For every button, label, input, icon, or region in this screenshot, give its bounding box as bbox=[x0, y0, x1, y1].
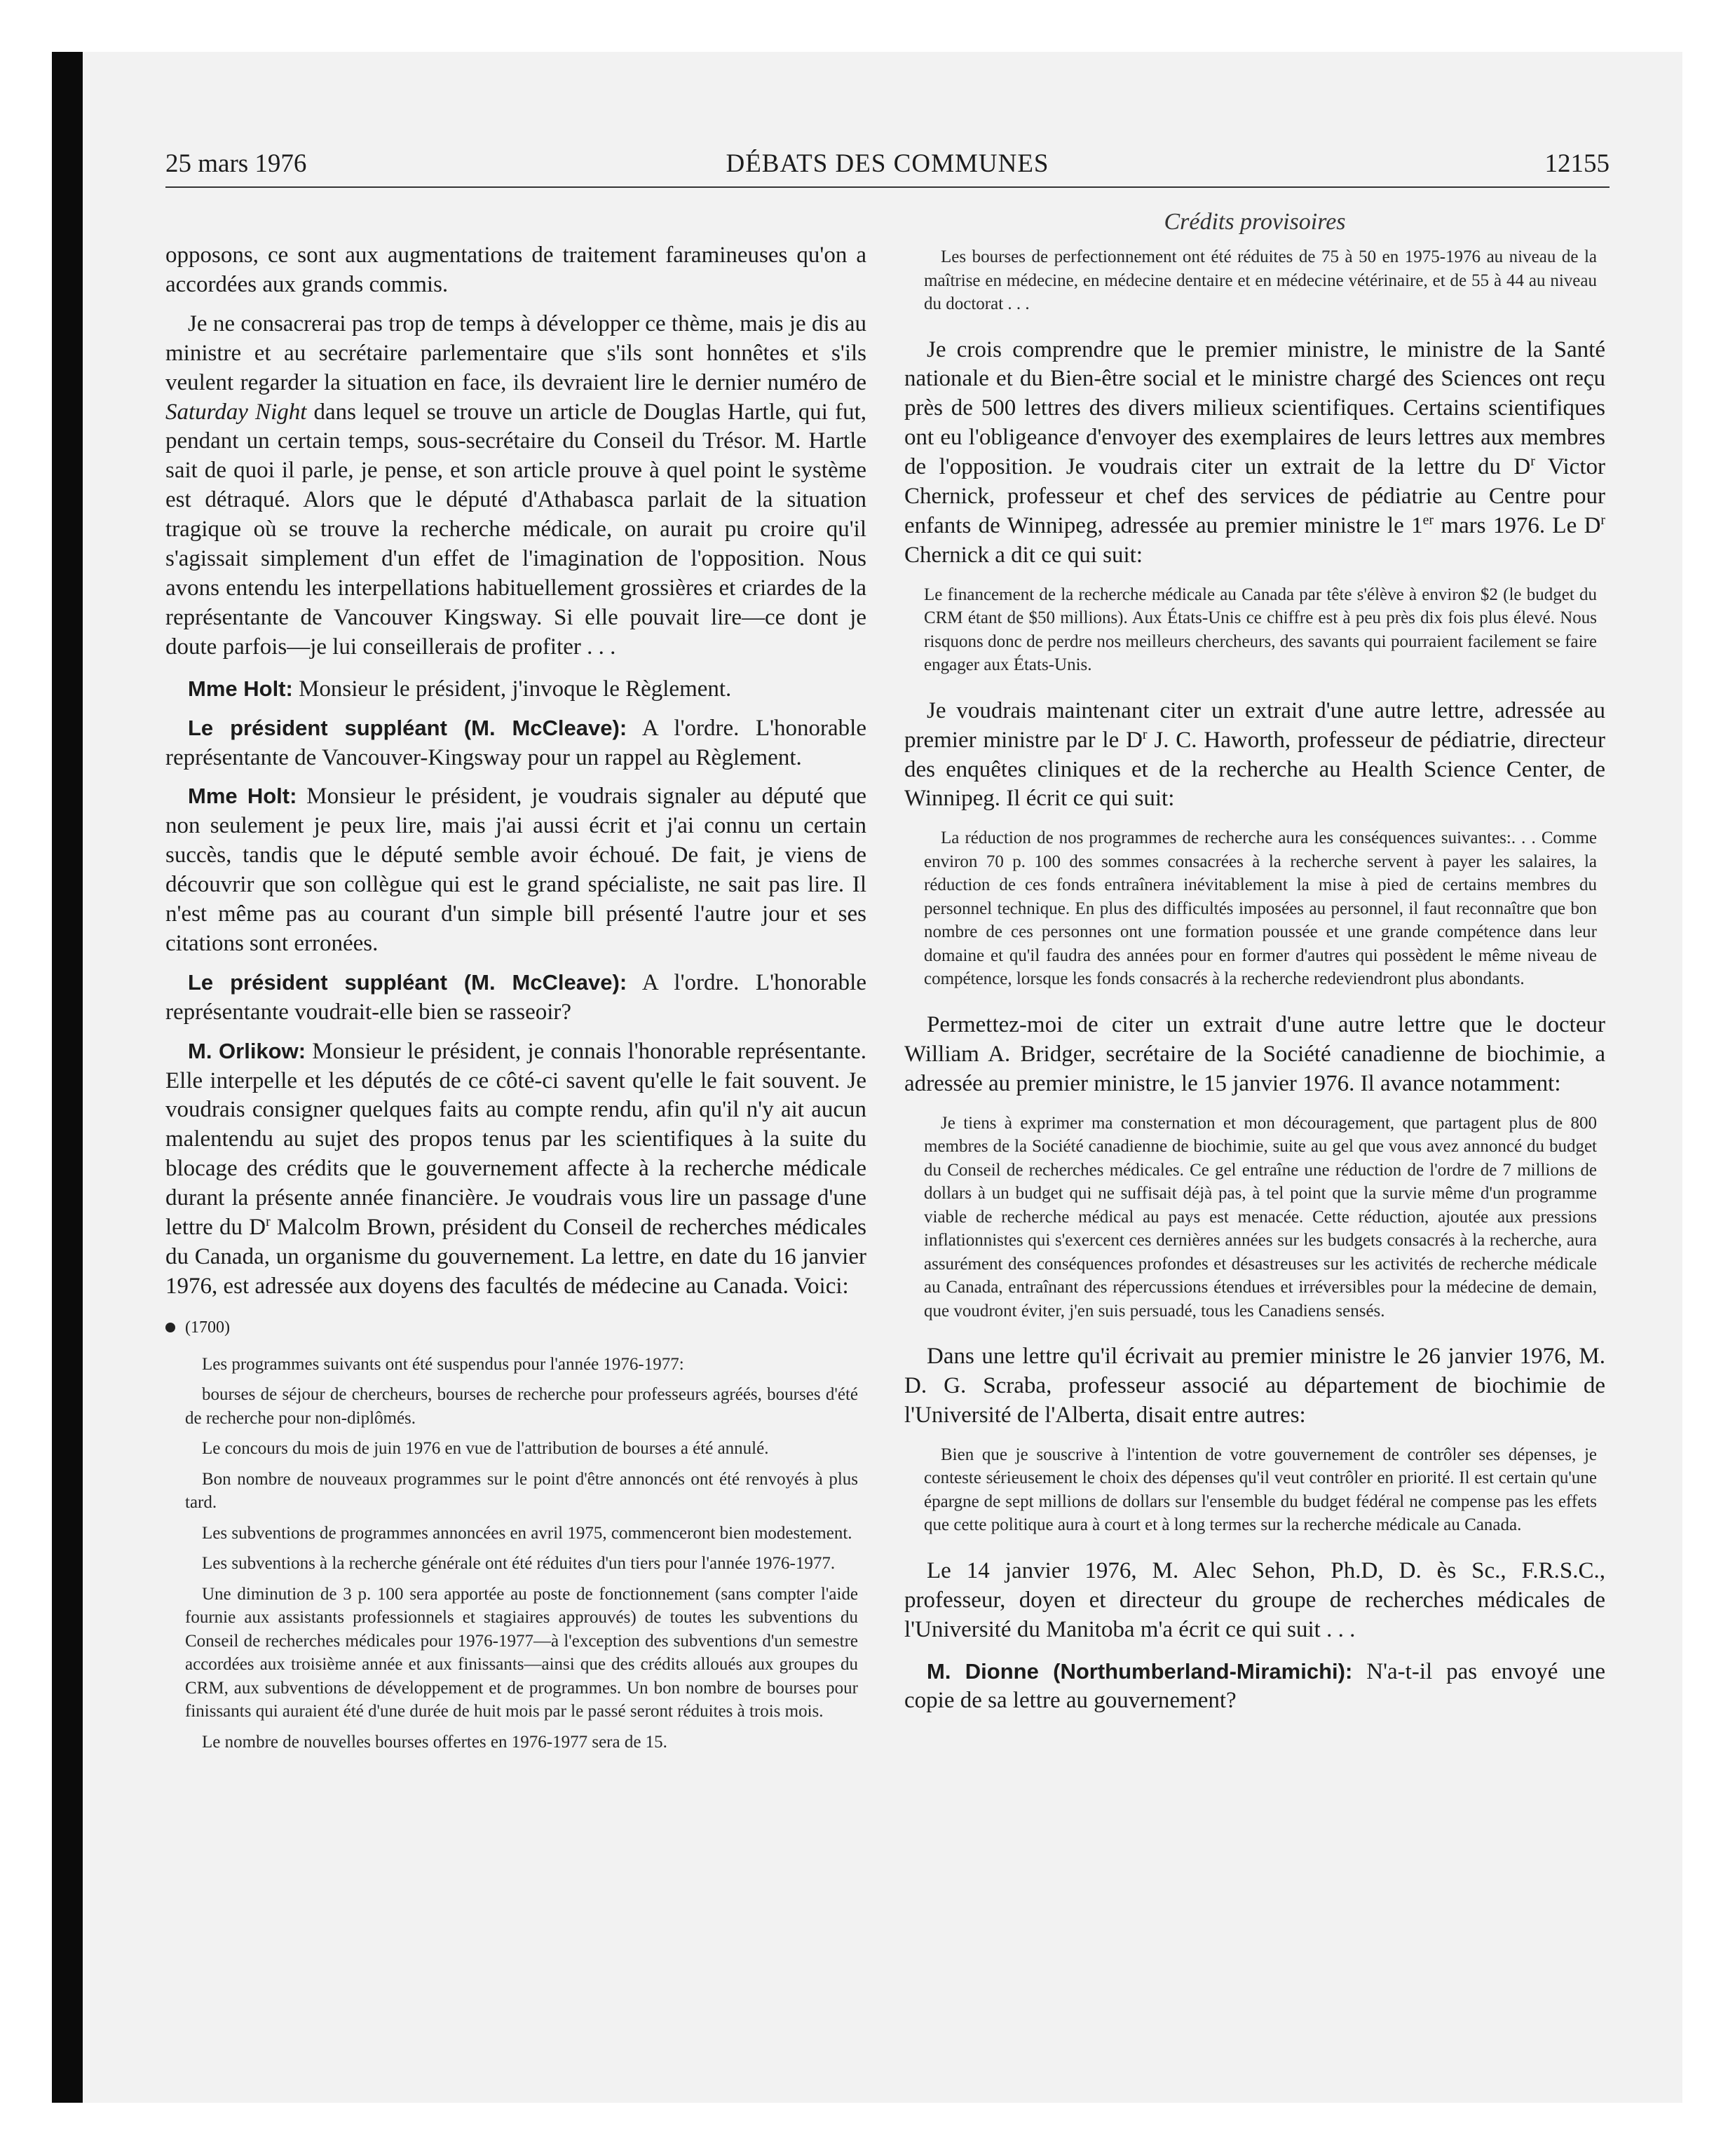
quoted-letter bbox=[904, 583, 1605, 677]
quoted-letter bbox=[165, 1353, 866, 1754]
quote-paragraph: bourses de séjour de chercheurs, bourses de recherche pour professeurs agréés, bourses d'été de recherche pour non-diplômés. bbox=[185, 1385, 858, 1428]
scan-edge-bar bbox=[52, 52, 83, 2103]
paragraph: Permettez-moi de citer un extrait d'une autre lettre que le docteur William A. Bridger, secrétaire de la Société canadienne de biochimie, a adressée au premier ministre, le 15 janvier 1976. Il avance notamment: bbox=[904, 1011, 1605, 1096]
quoted-letter bbox=[904, 1112, 1605, 1323]
speaker-paragraph bbox=[165, 1037, 866, 1302]
page-header bbox=[165, 149, 1610, 188]
quote-paragraph: Je tiens à exprimer ma consternation et mon découragement, que partagent plus de 800 membres de la Société canadienne de biochimie, suite au gel que vous avez annoncé du budget du Conseil de recherches médicales. Ce gel entraîne une réduction de l'ordre de 7 millions de dollars à un budget qui ne suffisait déjà pas, à tel point que la survie même d'un programme viable de recherche médical au pays est menacée. Cette réduction, ajoutée aux pressions inflationnistes qui s'exercent ces dernières années sur les budgets consacrés à la recherche, aura assurément des conséquences profondes et désastreuses sur les activités de recherche médicale au Canada, entraînant des répercussions étendues et irréversibles pour la médecine de demain, que voudront éviter, j'en suis persuadé, tous les Canadiens sensés. bbox=[924, 1113, 1597, 1321]
speech-text: A l'ordre. L'honorable représentante de Vancouver-Kingsway pour un rappel au Règlement. bbox=[165, 715, 866, 770]
quote-paragraph: Les subventions à la recherche générale ont été réduites d'un tiers pour l'année 1976-1977. bbox=[202, 1554, 836, 1574]
time-marker-text: (1700) bbox=[185, 1318, 230, 1337]
speech-text: Malcolm Brown, président du Conseil de recherches médicales du Canada, un organisme du gouvernement. La lettre, en date du 16 janvier 1976, est adressée aux doyens des facultés de médecine au Canada. Voici: bbox=[165, 1215, 866, 1299]
time-marker bbox=[165, 1318, 866, 1337]
superscript: r bbox=[1530, 453, 1535, 470]
speech-text: Monsieur le président, je connais l'honorable représentante. Elle interpelle et les députés de ce côté-ci savent qu'elle le fait souvent. Je voudrais consigner quelques faits au compte rendu, afin qu'il n'y ait aucun malentendu au sujet des propos tenus par les scientifiques à la suite du blocage des crédits que le gouvernement affecte à la recherche médicale durant la présente année financière. Je voudrais vous lire un passage d'une lettre du D bbox=[165, 1038, 866, 1241]
paragraph bbox=[165, 310, 866, 662]
text-run: Je voudrais maintenant citer un extrait d'une autre lettre, adressée au premier ministre par le D bbox=[904, 697, 1605, 753]
quote-paragraph: Le financement de la recherche médicale au Canada par tête s'élève à environ $2 (le budget du CRM étant de $50 millions). Aux États-Unis ce chiffre est à peu près dix fois plus élevé. Nous risquons donc de perdre nos meilleurs chercheurs, des savants qui pourraient facilement se faire engager aux États-Unis. bbox=[924, 585, 1597, 675]
text-run: mars 1976. Le D bbox=[1434, 512, 1601, 538]
superscript: r bbox=[1600, 512, 1605, 528]
left-column bbox=[165, 241, 866, 1773]
paragraph: Dans une lettre qu'il écrivait au premier ministre le 26 janvier 1976, M. D. G. Scraba, professeur associé au département de biochimie de l'Université de l'Alberta, disait entre autres: bbox=[904, 1344, 1605, 1428]
paragraph bbox=[904, 336, 1605, 571]
speaker-paragraph bbox=[165, 969, 866, 1028]
speaker-paragraph bbox=[165, 675, 866, 704]
superscript: r bbox=[266, 1214, 271, 1230]
speaker-paragraph bbox=[904, 1658, 1605, 1717]
quote-paragraph: Les bourses de perfectionnement ont été réduites de 75 à 50 en 1975-1976 au niveau de la maîtrise en médecine, en médecine dentaire et en médecine vétérinaire, et de 55 à 44 au niveau du doctorat . . . bbox=[924, 247, 1597, 313]
speaker-name: Mme Holt: bbox=[188, 784, 297, 809]
speech-text: N'a-t-il pas envoyé une copie de sa lettre au gouvernement? bbox=[904, 1658, 1606, 1714]
page-number: 12155 bbox=[1544, 149, 1610, 178]
speaker-paragraph bbox=[165, 782, 866, 958]
bullet-icon bbox=[165, 1323, 175, 1332]
quoted-letter bbox=[904, 245, 1605, 316]
speech-text: Monsieur le président, je voudrais signaler au député que non seulement je peux lire, mais j'ai aussi écrit et j'ai connu un certain succès, tandis que le député semble avoir échoué. De fait, je viens de découvrir que son collègue qui est le grand spécialiste, ne sait pas lire. Il n'est même pas au courant d'un simple bill présenté l'autre jour et ses citations sont erronées. bbox=[165, 784, 867, 956]
text-run: Je ne consacrerai pas trop de temps à développer ce thème, mais je dis au ministre et au secrétaire parlementaire que s'ils sont honnêtes et s'ils veulent regarder la situation en face, ils devraient lire le dernier numéro de bbox=[165, 311, 866, 395]
speech-text: A l'ordre. L'honorable représentante voudrait-elle bien se rasseoir? bbox=[165, 969, 866, 1025]
speaker-name: M. Dionne (Northumberland-Miramichi): bbox=[927, 1658, 1353, 1684]
speaker-paragraph bbox=[165, 714, 866, 773]
text-run: Chernick a dit ce qui suit: bbox=[904, 542, 1143, 568]
quote-paragraph: Les subventions de programmes annoncées en avril 1975, commenceront bien modestement. bbox=[202, 1523, 852, 1543]
running-head: Crédits provisoires bbox=[1164, 209, 1346, 235]
paragraph: Le 14 janvier 1976, M. Alec Sehon, Ph.D, D. ès Sc., F.R.S.C., professeur, doyen et directeur du groupe de recherches médicales de l'Université du Manitoba m'a écrit ce qui suit . . . bbox=[904, 1557, 1605, 1642]
quote-paragraph: Bien que je souscrive à l'intention de votre gouvernement de contrôler ses dépenses, je conteste sérieusement le choix des dépenses qu'il veut contrôler en priorité. Il est certain qu'une épargne de sept millions de dollars sur l'ensemble du budget fédéral ne compense pas les effets que cette politique aura à court et à long termes sur la recherche médicale au Canada. bbox=[924, 1445, 1597, 1535]
paragraph: opposons, ce sont aux augmentations de traitement faramineuses qu'on a accordées aux grands commis. bbox=[165, 243, 866, 297]
paragraph bbox=[904, 697, 1605, 814]
quote-paragraph: Le nombre de nouvelles bourses offertes en 1976-1977 sera de 15. bbox=[202, 1732, 667, 1752]
text-run: Victor Chernick, professeur et chef des services de pédiatrie au Centre pour enfants de Winnipeg, adressée au premier ministre le 1 bbox=[904, 454, 1605, 538]
text-run: dans lequel se trouve un article de Douglas Hartle, qui fut, pendant un certain temps, sous-secrétaire du Conseil du Trésor. M. Hartle sait de quoi il parle, je pense, et son article prouve à quel point le système est détraqué. Alors que le député d'Athabasca parlait de la situation tragique où se trouve la recherche médicale, on aurait pu croire qu'il s'agissait simplement d'un effet de l'imagination de l'opposition. Nous avons entendu les interpellations habituellement grossières et criardes de la représentante de Vancouver Kingsway. Si elle pouvait lire—ce dont je doute parfois—je lui conseillerais de profiter . . . bbox=[165, 399, 867, 660]
superscript: r bbox=[1142, 726, 1148, 742]
header-date: 25 mars 1976 bbox=[165, 149, 307, 178]
speaker-name: Le président suppléant (M. McCleave): bbox=[188, 969, 627, 995]
quote-paragraph: La réduction de nos programmes de recherche aura les conséquences suivantes:. . . Comme environ 70 p. 100 des sommes consacrées à la recherche servent à payer les salaires, la réduction de ces fonds entraînera inévitablement la mise à pied de certains membres du personnel technique. En plus des difficultés imposées au personnel, il faut reconnaître que bon nombre de ces personnes ont une formation poussée et une grande compétence dans leur domaine et qu'il faudra des années pour en former d'autres qui possèdent le même niveau de compétence, lorsque les fonds consacrés à la recherche redeviendront plus abondants. bbox=[924, 828, 1597, 989]
publication-title: Saturday Night bbox=[165, 399, 307, 425]
journal-title: DÉBATS DES COMMUNES bbox=[726, 149, 1049, 178]
speaker-name: Le président suppléant (M. McCleave): bbox=[188, 715, 627, 740]
speech-text: Monsieur le président, j'invoque le Règlement. bbox=[292, 676, 732, 702]
quote-paragraph: Le concours du mois de juin 1976 en vue de l'attribution de bourses a été annulé. bbox=[202, 1439, 769, 1459]
superscript: er bbox=[1422, 512, 1434, 528]
text-run: J. C. Haworth, professeur de pédiatrie, directeur des enquêtes cliniques et de la recherche au Health Science Center, de Winnipeg. Il écrit ce qui suit: bbox=[904, 727, 1606, 812]
speaker-name: M. Orlikow: bbox=[188, 1038, 306, 1063]
quoted-letter bbox=[904, 1443, 1605, 1537]
quote-paragraph: Les programmes suivants ont été suspendus pour l'année 1976-1977: bbox=[202, 1354, 684, 1374]
right-column bbox=[904, 209, 1605, 1726]
quote-paragraph: Bon nombre de nouveaux programmes sur le point d'être annoncés ont été renvoyés à plus tard. bbox=[185, 1469, 858, 1513]
speaker-name: Mme Holt: bbox=[188, 676, 293, 701]
quote-paragraph: Une diminution de 3 p. 100 sera apportée au poste de fonctionnement (sans compter l'aide fournie aux assistants professionnels et stagiaires approuvés) de toutes les subventions du Conseil de recherches médicales pour 1976-1977—à l'exception des subventions d'un semestre accordées aux troisième année et aux finissants—ainsi que des crédits alloués aux groupes du CRM, aux subventions de développement et de programmes. Un bon nombre de bourses pour finissants qui auraient été d'une durée de huit mois par le passé seront réduites à trois mois. bbox=[185, 1584, 858, 1721]
quoted-letter bbox=[904, 826, 1605, 991]
text-run: Je crois comprendre que le premier ministre, le ministre de la Santé nationale et du Bien-être social et le ministre chargé des Sciences ont reçu près de 500 lettres des divers milieux scientifiques. Certains scientifiques ont eu l'obligeance d'envoyer des exemplaires de leurs lettres aux membres de l'opposition. Je voudrais citer un extrait de la lettre du D bbox=[904, 336, 1605, 480]
